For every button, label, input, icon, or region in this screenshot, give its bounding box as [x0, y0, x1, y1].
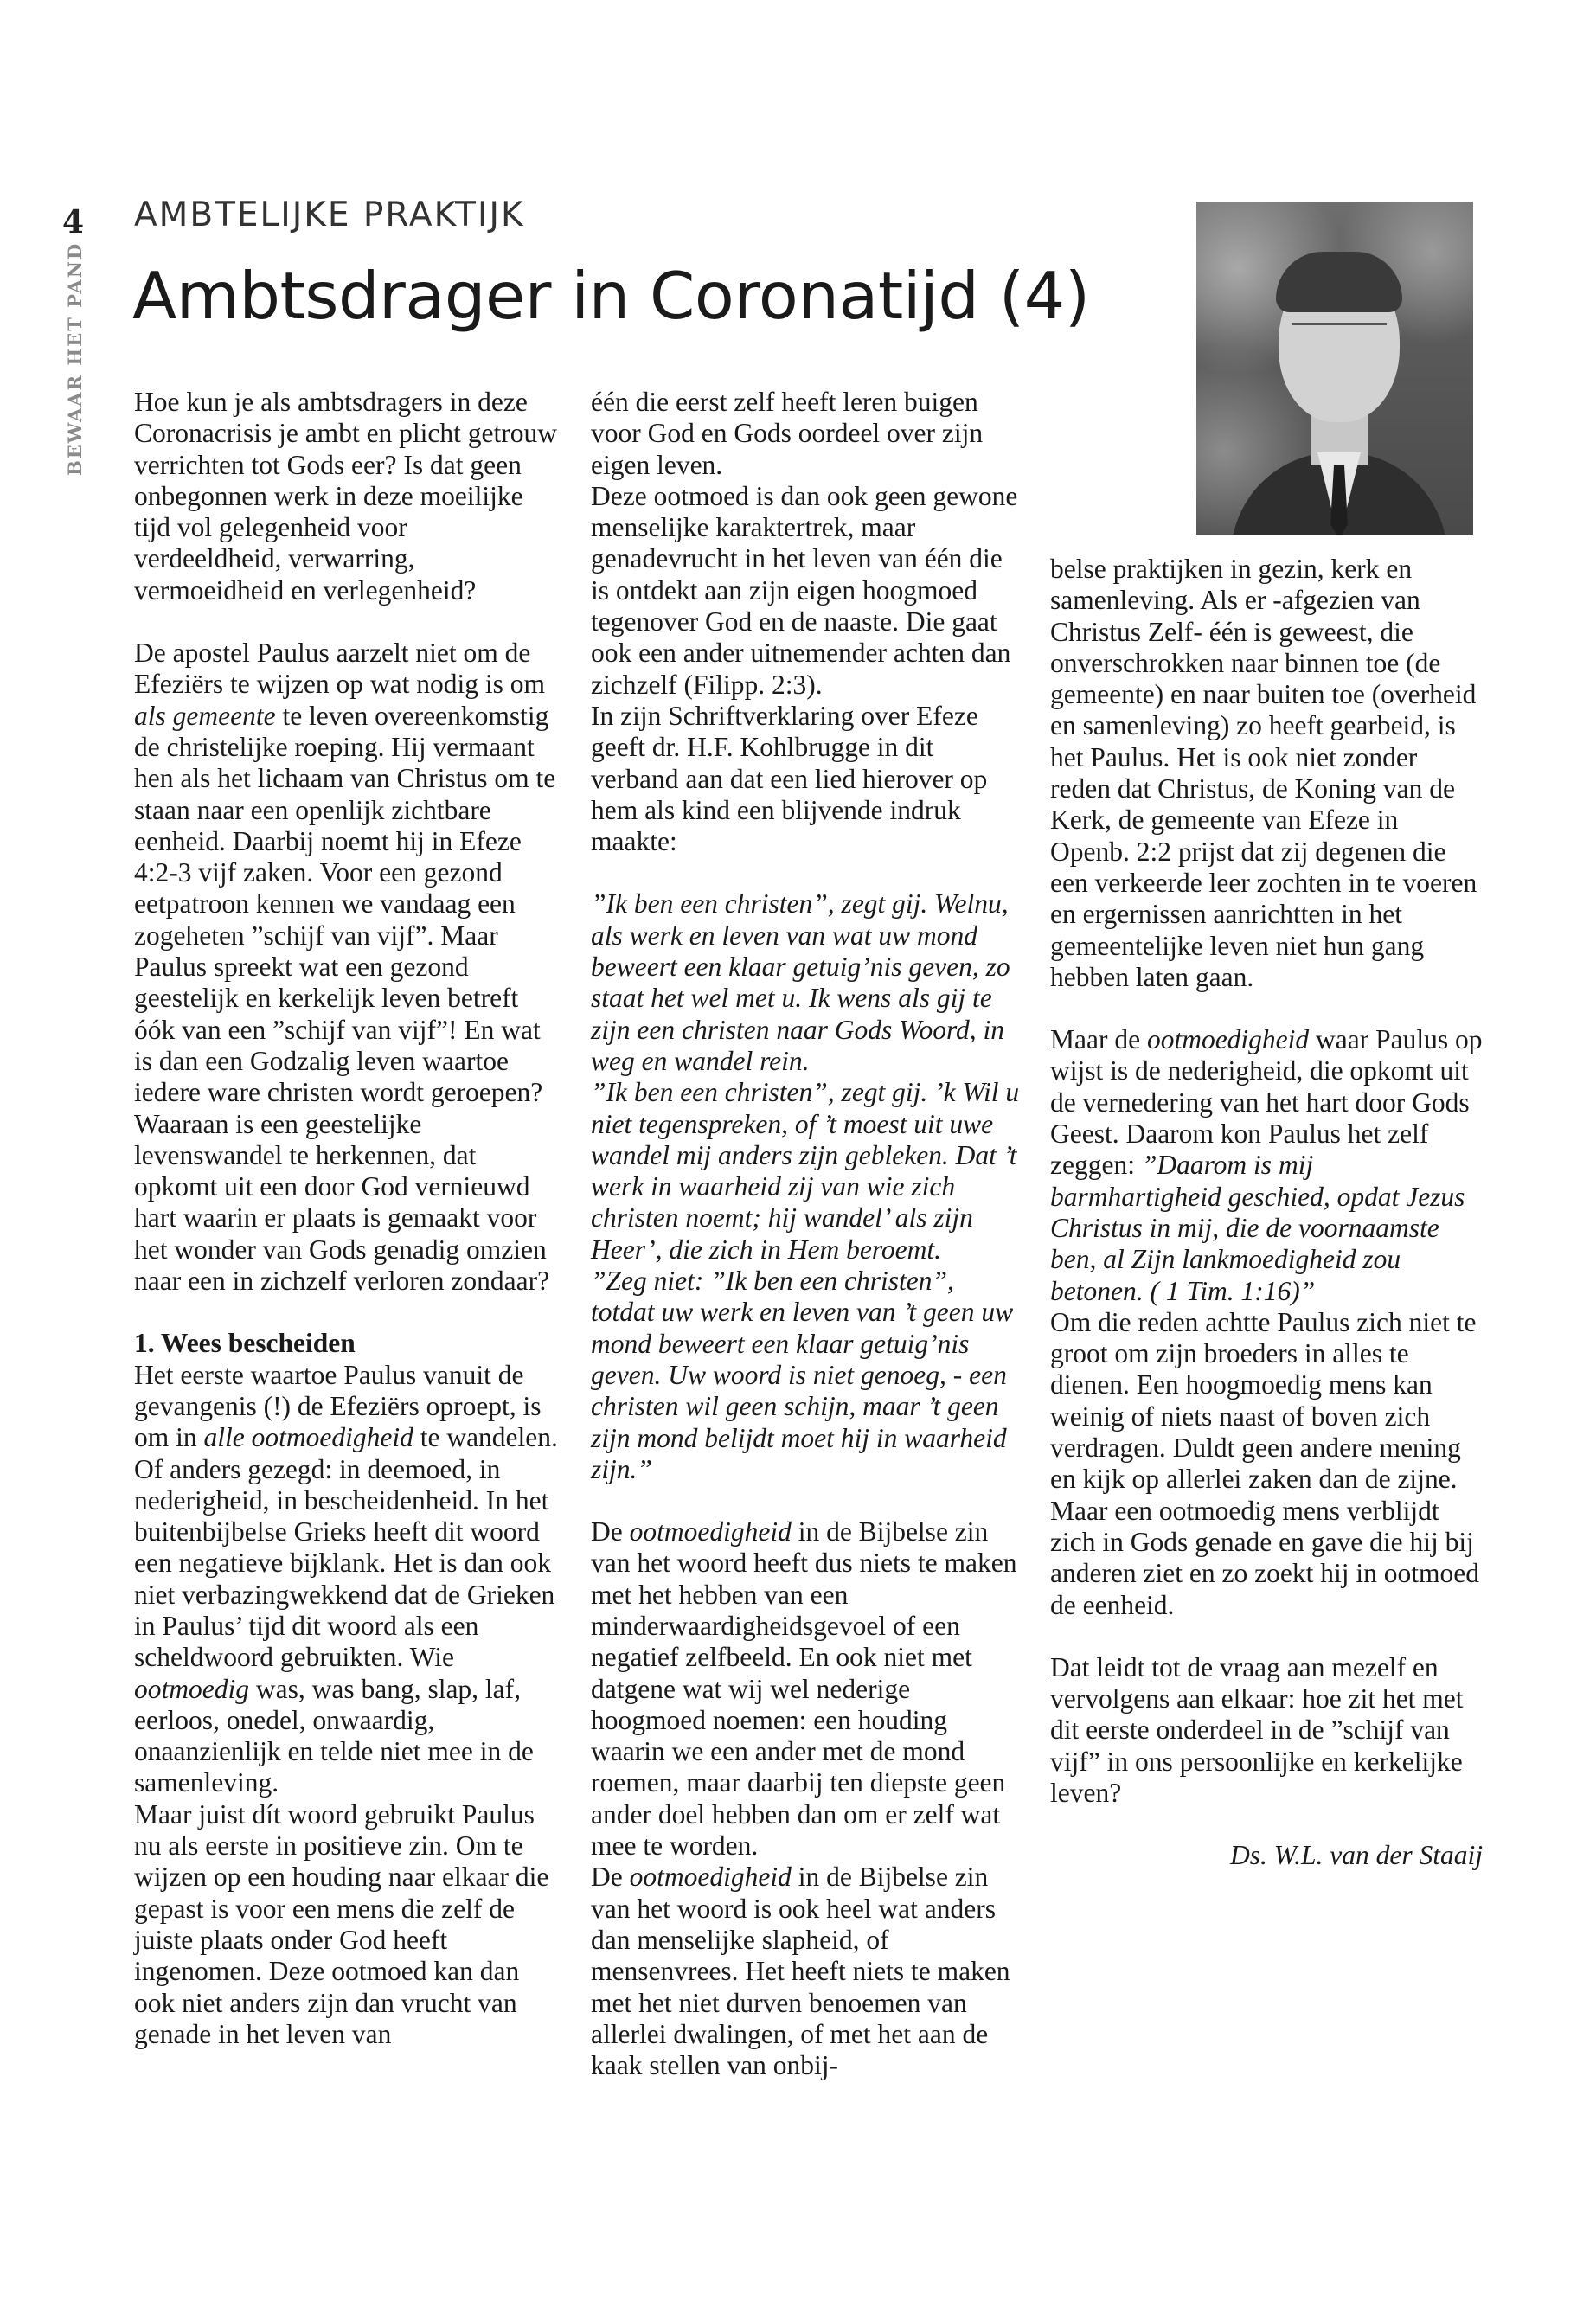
magazine-side-label: BEWAAR HET PAND	[64, 241, 86, 476]
text-column-1	[134, 387, 558, 2050]
paragraph: De ootmoedigheid in de Bijbelse zin van het woord is ook heel wat anders dan menselijke slapheid, of mensenvrees. Het heeft niets te maken met het niet durven benoemen van allerlei dwalingen, of met het aan de kaak stellen van onbij-	[591, 1862, 1010, 2081]
page-number: 4	[62, 204, 85, 240]
section-heading: 1. Wees bescheiden	[134, 1328, 356, 1359]
paragraph: De apostel Paulus aarzelt niet om de Efeziërs te wijzen op wat nodig is om als gemeente te leven overeenkomstig de christelijke roeping. Hij vermaant hen als het lichaam van Christus om te staan naar een openlijk zichtbare eenheid. Daarbij noemt hij in Efeze 4:2-3 vijf zaken. Voor een gezond eetpatroon kennen we vandaag een zogeheten ”schijf van vijf”. Maar Paulus spreekt wat een gezond geestelijk en kerkelijk leven betreft óók van een ”schijf van vijf”! En wat is dan een Godzalig leven waartoe iedere ware christen wordt geroepen? Waaraan is een geestelijke levenswandel te herkennen, dat opkomt uit een door God vernieuwd hart waarin er plaats is gemaakt voor het wonder van Gods genadig omzien naar een in zichzelf verloren zondaar?	[134, 638, 556, 1297]
paragraph: Het eerste waartoe Paulus vanuit de gevangenis (!) de Efeziërs oproept, is om in alle ootmoedigheid te wandelen. Of anders gezegd: in deemoed, in nederigheid, in bescheidenheid. In het buitenbijbelse Grieks heeft dit woord een negatieve bijklank. Het is dan ook niet verbazingwekkend dat de Grieken in Paulus’ tijd dit woord als een scheldwoord gebruikten. Wie ootmoedig was, was bang, slap, laf, eerloos, onedel, onwaardig, onaanzienlijk en telde niet mee in de samenleving.	[134, 1359, 558, 1798]
text-column-2	[591, 387, 1023, 2081]
paragraph: In zijn Schriftverklaring over Efeze geeft dr. H.F. Kohlbrugge in dit verband aan dat een lied hierover op hem als kind een blijvende indruk maakte:	[591, 700, 988, 857]
paragraph: De ootmoedigheid in de Bijbelse zin van het woord heeft dus niets te maken met het hebben van een minderwaardigheidsgevoel of een negatief zelfbeeld. En ook niet met datgene wat wij wel nederige hoogmoed noemen: een houding waarin we een ander met de mond roemen, maar daarbij ten diepste geen ander doel hebben dan om er zelf wat mee te worden.	[591, 1516, 1017, 1862]
poem-stanza: ”Zeg niet: ”Ik ben een christen”, totdat uw werk en leven van ’t geen uw mond beweert een klaar getuig’nis geven. Uw woord is niet genoeg, - een christen wil geen schijn, maar ’t geen zijn mond belijdt moet hij in waarheid zijn.”	[591, 1266, 1014, 1484]
paragraph: Maar juist dít woord gebruikt Paulus nu als eerste in positieve zin. Om te wijzen op een houding naar elkaar die gepast is voor een mens die zelf de juiste plaats onder God heeft ingenomen. Deze ootmoed kan dan ook niet anders zijn dan vrucht van genade in het leven van	[134, 1798, 549, 2049]
paragraph: één die eerst zelf heeft leren buigen voor God en Gods oordeel over zijn eigen leven.	[591, 387, 984, 480]
paragraph: Om die reden achtte Paulus zich niet te groot om zijn broeders in alles te dienen. Een hoogmoedig mens kan weinig of niets naast of boven zich verdragen. Duldt geen andere mening en kijk op allerlei zaken dan de zijne. Maar een ootmoedig mens verblijdt zich in Gods genade en gave die hij bij anderen ziet en zo zoekt hij in ootmoed de eenheid.	[1050, 1306, 1479, 1620]
text-column-3	[1050, 554, 1483, 1872]
paragraph: Dat leidt tot de vraag aan mezelf en vervolgens aan elkaar: hoe zit het met dit eerste onderdeel in de ”schijf van vijf” in ons persoonlijke en kerkelijke leven?	[1050, 1651, 1464, 1808]
paragraph: Hoe kun je als ambtsdragers in deze Coronacrisis je ambt en plicht getrouw verrichten tot Gods eer? Is dat geen onbegonnen werk in deze moeilijke tijd vol gelegenheid voor verdeeldheid, verwarring, vermoeidheid en verlegenheid?	[134, 387, 558, 606]
section-kicker: AMBTELIJKE PRAKTIJK	[134, 195, 525, 234]
poem-stanza: ”Ik ben een christen”, zegt gij. Welnu, als werk en leven van wat uw mond beweert een klaar getuig’nis geven, zo staat het wel met u. Ik wens als gij te zijn een christen naar Gods Woord, in weg en wandel rein.	[591, 888, 1010, 1076]
paragraph: belse praktijken in gezin, kerk en samenleving. Als er -afgezien van Christus Zelf- één is geweest, die onverschrokken naar binnen toe (de gemeente) en naar buiten toe (overheid en samenleving) zo heeft gearbeid, is het Paulus. Het is ook niet zonder reden dat Christus, de Koning van de Kerk, de gemeente van Efeze in Openb. 2:2 prijst dat zij degenen die een verkeerde leer zochten in te voeren en ergernissen aanrichtten in het gemeentelijke leven niet hun gang hebben laten gaan.	[1050, 554, 1477, 992]
poem-stanza: ”Ik ben een christen”, zegt gij. ’k Wil u niet tegenspreken, of ’t moest uit uwe wandel mij anders zijn gebleken. Dat ’t werk in waarheid zij van wie zich christen noemt; hij wandel’ als zijn Heer’, die zich in Hem beroemt.	[591, 1077, 1020, 1265]
author-signature: Ds. W.L. van der Staaij	[1230, 1840, 1483, 1871]
article-title: Ambtsdrager in Coronatijd (4)	[132, 258, 1090, 334]
author-portrait-photo	[1196, 202, 1473, 535]
paragraph: Deze ootmoed is dan ook geen gewone menselijke karaktertrek, maar genadevrucht in het leven van één die is ontdekt aan zijn eigen hoogmoed tegenover God en de naaste. Die gaat ook een ander uitnemender achten dan zichzelf (Filipp. 2:3).	[591, 480, 1018, 700]
paragraph: Maar de ootmoedigheid waar Paulus op wijst is de nederigheid, die opkomt uit de vernedering van het hart door Gods Geest. Daarom kon Paulus het zelf zeggen: ”Daarom is mij barmhartigheid geschied, opdat Jezus Christus in mij, die de voornaamste ben, al Zijn lankmoedigheid zou betonen. ( 1 Tim. 1:16)”	[1050, 1024, 1483, 1306]
